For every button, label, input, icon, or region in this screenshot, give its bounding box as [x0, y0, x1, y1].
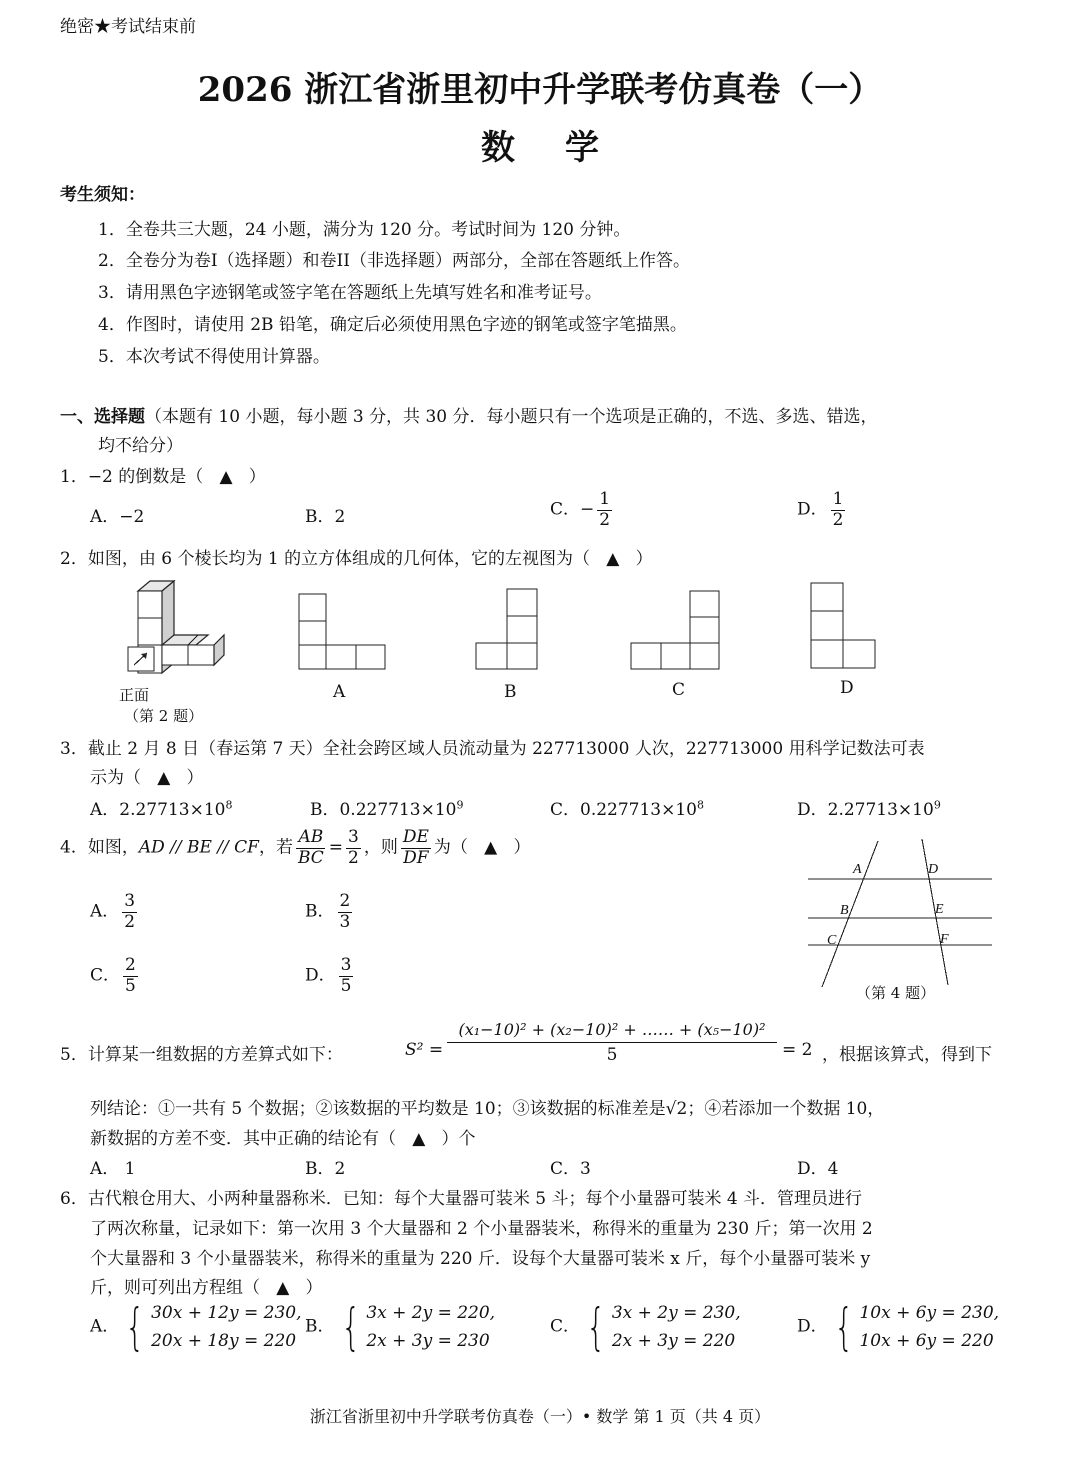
- q2-front-label: 正面: [119, 686, 150, 704]
- q3-option-b-exp: 9: [456, 798, 464, 812]
- q5-option-b: B．2: [305, 1159, 346, 1179]
- q6-option-c: [550, 1298, 741, 1356]
- equation-1: 30x + 12y = 230,: [151, 1303, 302, 1323]
- q5-stem-b: ，根据该算式，得到下: [822, 1045, 992, 1065]
- q4-option-b-fraction: [338, 892, 353, 932]
- equation-2: 2x + 3y = 220: [611, 1331, 736, 1351]
- answer-marker: ▲: [219, 467, 233, 487]
- fraction-numerator: 3: [348, 827, 359, 847]
- answer-marker: ▲: [484, 837, 498, 858]
- q4-stem-d: 为（: [433, 837, 468, 858]
- notice-item-2: 2．全卷分为卷I（选择题）和卷II（非选择题）两部分，全部在答题纸上作答。: [98, 251, 690, 271]
- fraction-numerator: 2: [339, 891, 351, 911]
- q2-label-c: C: [672, 680, 686, 700]
- q3-option-d: [797, 795, 941, 820]
- transversal-left: [822, 841, 878, 987]
- q4-stem: [60, 828, 530, 868]
- q4-stem-c: ，则: [363, 837, 398, 858]
- exam-title: 2026 浙江省浙里初中升学联考仿真卷（一）: [197, 70, 883, 110]
- q4-option-c-label: C．: [90, 965, 121, 986]
- q1-option-d-label: D．: [797, 499, 828, 520]
- point-c: C: [827, 933, 837, 948]
- q6-line4-text: 斤，则可列出方程组（: [90, 1278, 260, 1298]
- q4-option-a: [90, 892, 140, 932]
- notice-heading: 考生须知：: [60, 185, 145, 205]
- brace-icon: {: [834, 1298, 854, 1356]
- q6-option-a-label: A．: [90, 1316, 120, 1337]
- brace-icon: {: [125, 1298, 145, 1356]
- q4-option-d-fraction: [339, 956, 354, 996]
- equation-1: 3x + 2y = 230,: [611, 1303, 741, 1323]
- answer-marker: ▲: [606, 549, 620, 569]
- q2-stem: [60, 544, 653, 569]
- q2-figures: [110, 575, 910, 690]
- q1-close: ）: [248, 467, 266, 487]
- fraction-denominator: 2: [124, 911, 136, 932]
- q5-line2a: 列结论：①一共有 5 个数据；②该数据的平均数是 10；③该数据的标准差是: [90, 1099, 666, 1119]
- q2-option-b-figure: [476, 589, 537, 669]
- q4-figure: [800, 835, 1000, 995]
- q6-option-a-system: [119, 1298, 302, 1356]
- section1-label: 一、选择题: [60, 407, 145, 427]
- fraction-denominator: 2: [599, 509, 611, 530]
- q5-formula-denominator: 5: [606, 1045, 618, 1065]
- section1-desc-cont: 均不给分）: [98, 436, 183, 456]
- subject-title: 数学: [481, 128, 649, 168]
- fraction-numerator: 2: [125, 955, 136, 975]
- q3-option-b: [310, 795, 463, 820]
- q4-option-b: [305, 892, 355, 932]
- q4-option-b-label: B．: [305, 901, 335, 922]
- q5-line2: [90, 1094, 884, 1119]
- fraction-numerator: 1: [599, 489, 611, 509]
- q6-option-c-label: C．: [550, 1316, 581, 1337]
- q5-formula-numerator: (x₁−10)² + (x₂−10)² + …… + (x₅−10)²: [447, 1020, 777, 1043]
- answer-marker: ▲: [276, 1278, 290, 1298]
- q4-stem-b: ，若: [258, 837, 293, 858]
- q1-option-d-fraction: [831, 490, 846, 530]
- q3-option-b-text: B．0.227713×10: [310, 800, 457, 820]
- q3-option-d-exp: 9: [933, 798, 941, 812]
- fraction-numerator: 3: [340, 955, 352, 975]
- q6-line2: 了两次称量，记录如下：第一次用 3 个大量器和 2 个小量器装米，称得米的重量为 230 斤；第一次用 2: [90, 1219, 873, 1239]
- q4-option-a-label: A．: [90, 901, 120, 922]
- brace-icon: {: [586, 1298, 606, 1356]
- fraction-denominator: 2: [348, 847, 359, 868]
- q3-stem-line1: 3．截止 2 月 8 日（春运第 7 天）全社会跨区域人员流动量为 227713000 人次，227713000 用科学记数法可表: [60, 739, 925, 759]
- q1-option-c: [550, 490, 615, 530]
- point-a: A: [853, 862, 862, 877]
- q1-stem-text: 1．−2 的倒数是（: [60, 467, 204, 487]
- q6-option-d-system: [828, 1298, 1000, 1356]
- q5-formula-lhs: S² =: [405, 1040, 444, 1060]
- fraction-numerator: DE: [402, 827, 429, 847]
- q6-option-d: [797, 1298, 1000, 1356]
- q4-option-a-fraction: [122, 892, 137, 932]
- q6-option-b-system: [335, 1298, 496, 1356]
- secret-label: 绝密★考试结束前: [60, 17, 196, 37]
- q5-line3-end: ）个: [441, 1129, 476, 1149]
- q5-line3: [90, 1124, 476, 1149]
- page-footer: 浙江省浙里初中升学联考仿真卷（一）• 数学 第 1 页（共 4 页）: [309, 1407, 771, 1426]
- q6-line4: [90, 1273, 323, 1298]
- q2-label-b: B: [504, 682, 517, 702]
- q6-option-b: [305, 1298, 496, 1356]
- q4-option-c-fraction: [123, 956, 138, 996]
- fraction-numerator: 3: [124, 891, 136, 911]
- q4-option-d: [305, 956, 356, 996]
- q1-option-c-sign: −: [580, 499, 595, 520]
- answer-marker: ▲: [412, 1129, 426, 1149]
- q2-close: ）: [635, 549, 653, 569]
- point-e: E: [935, 902, 944, 917]
- section1-header: [60, 402, 878, 427]
- q5-sqrt: √2: [665, 1099, 688, 1119]
- q4-option-c: [90, 956, 141, 996]
- q4-equals: =: [328, 837, 344, 858]
- q2-label-a: A: [333, 682, 346, 702]
- equation-2: 20x + 18y = 220: [151, 1331, 297, 1351]
- q1-option-c-label: C．: [550, 499, 581, 520]
- q2-solid-figure: [128, 581, 224, 673]
- q3-stem2-text: 示为（: [90, 768, 141, 788]
- q1-option-c-fraction: [597, 490, 612, 530]
- fraction-numerator: 1: [832, 489, 844, 509]
- point-f: F: [940, 932, 949, 947]
- q1-option-b: B．2: [305, 507, 346, 527]
- q6-option-b-label: B．: [305, 1316, 335, 1337]
- q6-close: ）: [305, 1278, 323, 1298]
- q6-line3: 个大量器和 3 个小量器装米，称得米的重量为 220 斤．设每个大量器可装米 x 斤，每个小量器可装米 y: [90, 1249, 871, 1269]
- q6-option-c-system: [580, 1298, 741, 1356]
- q5-formula-rhs: = 2: [782, 1040, 813, 1060]
- answer-marker: ▲: [157, 768, 171, 788]
- q3-stem-line2: [90, 763, 204, 788]
- notice-item-5: 5．本次考试不得使用计算器。: [98, 347, 330, 367]
- q4-caption: （第 4 题）: [856, 984, 936, 1002]
- q4-option-d-label: D．: [305, 965, 336, 986]
- q6-option-d-label: D．: [797, 1316, 828, 1337]
- fraction-numerator: AB: [298, 827, 324, 847]
- q1-option-a: A．−2: [90, 507, 145, 527]
- equation-2: 2x + 3y = 230: [366, 1331, 490, 1351]
- q3-option-a-text: A．2.27713×10: [90, 800, 226, 820]
- equation-1: 3x + 2y = 220,: [366, 1303, 496, 1323]
- q4-ratio-value: [346, 828, 361, 868]
- equation-1: 10x + 6y = 230,: [859, 1303, 1000, 1323]
- q6-line1: 6．古代粮仓用大、小两种量器称米．已知：每个大量器可装米 5 斗；每个小量器可装米 4 斗．管理员进行: [60, 1189, 863, 1209]
- notice-item-3: 3．请用黑色字迹钢笔或签字笔在答题纸上先填写姓名和准考证号。: [98, 283, 602, 303]
- fraction-denominator: 5: [340, 975, 352, 996]
- q3-option-d-text: D．2.27713×10: [797, 800, 934, 820]
- fraction-denominator: BC: [297, 847, 324, 868]
- q5-option-d: D．4: [797, 1159, 839, 1179]
- fraction-denominator: 2: [832, 509, 844, 530]
- q4-stem-a: 4．如图，: [60, 837, 139, 858]
- notice-item-1: 1．全卷共三大题，24 小题，满分为 120 分。考试时间为 120 分钟。: [98, 220, 631, 240]
- q6-option-a: [90, 1298, 302, 1356]
- q2-caption: （第 2 题）: [124, 707, 204, 725]
- q5-line3-text: 新数据的方差不变．其中正确的结论有（: [90, 1129, 396, 1149]
- q5-option-a: A． 1: [90, 1159, 136, 1179]
- q3-option-a-exp: 8: [225, 798, 233, 812]
- q4-ratio-ab-bc: [296, 828, 326, 868]
- fraction-denominator: 5: [125, 975, 136, 996]
- q3-option-c-exp: 8: [697, 798, 704, 812]
- q3-option-a: [90, 795, 232, 820]
- point-b: B: [840, 903, 849, 918]
- equation-2: 10x + 6y = 220: [859, 1331, 994, 1351]
- q2-option-a-figure: [299, 594, 385, 669]
- point-d: D: [928, 862, 939, 877]
- q3-option-c: [550, 795, 704, 820]
- q5-line2b: ；④若添加一个数据 10，: [687, 1099, 885, 1119]
- q4-close: ）: [513, 837, 531, 858]
- q5-option-c: C．3: [550, 1159, 591, 1179]
- q3-option-c-text: C．0.227713×10: [550, 800, 697, 820]
- section1-desc: （本题有 10 小题，每小题 3 分，共 30 分．每小题只有一个选项是正确的，不选、多选、错选，: [145, 407, 878, 427]
- fraction-denominator: DF: [403, 847, 429, 868]
- q2-option-c-figure: [631, 591, 719, 669]
- fraction-denominator: 3: [339, 911, 351, 932]
- notice-item-4: 4．作图时，请使用 2B 铅笔，确定后必须使用黑色字迹的钢笔或签字笔描黑。: [98, 315, 687, 335]
- q4-ratio-de-df: [401, 828, 431, 868]
- q1-stem: [60, 462, 266, 487]
- q5-formula: [447, 1020, 777, 1065]
- q2-label-d: D: [840, 678, 854, 698]
- brace-icon: {: [340, 1298, 360, 1356]
- q4-parallel: AD // BE // CF: [138, 837, 259, 858]
- q2-stem-text: 2．如图，由 6 个棱长均为 1 的立方体组成的几何体，它的左视图为（: [60, 549, 591, 569]
- q2-option-d-figure: [811, 583, 875, 668]
- q1-option-d: [797, 490, 848, 530]
- q5-stem-a: 5．计算某一组数据的方差算式如下：: [60, 1045, 343, 1065]
- q3-close: ）: [186, 768, 204, 788]
